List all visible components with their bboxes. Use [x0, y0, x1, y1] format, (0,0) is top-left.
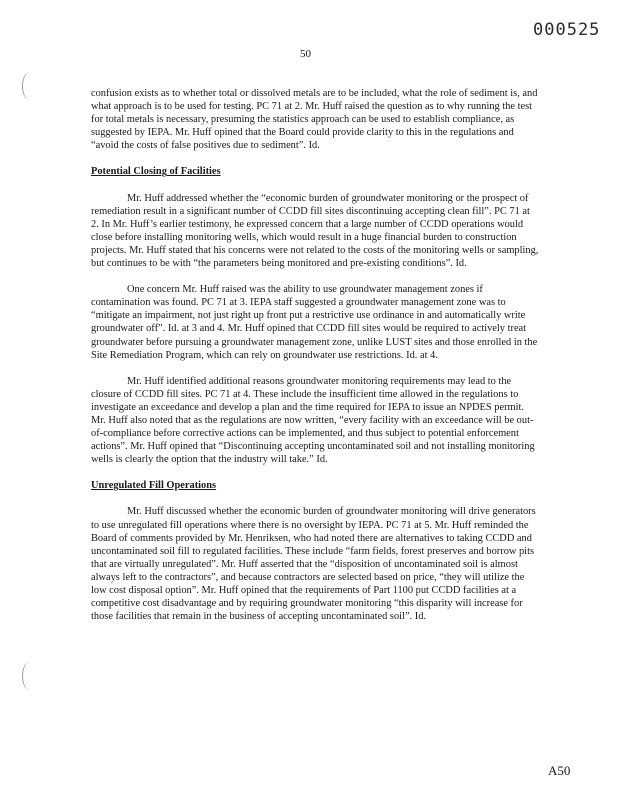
document-body	[91, 87, 539, 636]
paragraph-economic-burden: Mr. Huff addressed whether the “economic burden of groundwater monitoring or the prospect of remediation result in a significant number of CCDD fill sites discontinuing accepting clean fill”. PC 71 at 2. In Mr. Huff’s earlier testimony, he expressed concern that a large number of CCDD operations would close before installing monitoring wells, which would result in a huge financial burden to construction projects. Mr. Huff stated that his concerns were not related to the costs of the monitoring wells or sampling, but continues to be with “the parameters being monitored and pre-existing conditions”. Id.	[91, 192, 539, 270]
punch-hole-bottom	[22, 662, 37, 690]
page-number: 50	[300, 48, 311, 60]
section-heading-potential-closing: Potential Closing of Facilities	[91, 166, 221, 178]
bates-stamp: 000525	[533, 20, 601, 40]
paragraph-additional-reasons: Mr. Huff identified additional reasons groundwater monitoring requirements may lead to the closure of CCDD fill sites. PC 71 at 4. These include the insufficient time allowed in the regulations to investigate an exceedance and develop a plan and the time required for IEPA to issue an NPDES permit. Mr. Huff also noted that as the regulations are now written, “every facility with an exceedance will be out-of-compliance before corrective actions can be implemented, and thus subject to potential enforcement actions”. Mr. Huff opined that “Discontinuing accepting uncontaminated soil and not installing monitoring wells is clearly the option that the industry will take.” Id.	[91, 375, 535, 466]
paragraph-groundwater-zones: One concern Mr. Huff raised was the ability to use groundwater management zones if contamination was found. PC 71 at 3. IEPA staff suggested a groundwater management zone was to “mitigate an impairment, not just right up front put a restrictive use ordinance in and automatically write groundwater off”. Id. at 3 and 4. Mr. Huff opined that CCDD fill sites would be required to actively treat groundwater before pursuing a groundwater management zone, unlike LUST sites and those enrolled in the Site Remediation Program, which can rely on groundwater use restrictions. Id. at 4.	[91, 284, 538, 361]
paragraph-continued: confusion exists as to whether total or dissolved metals are to be included, what the role of sediment is, and what approach is to be used for testing. PC 71 at 2. Mr. Huff raised the question as to why running the test for total metals is necessary, presuming the statistics approach can be used to establish compliance, as suggested by IEPA. Mr. Huff opined that the Board could provide clarity to this in the regulations and “avoid the costs of false positives due to sediment”. Id.	[91, 88, 538, 152]
punch-hole-top	[22, 72, 37, 100]
footer-page-label: A50	[548, 763, 571, 778]
section-heading-unregulated-fill: Unregulated Fill Operations	[91, 480, 217, 492]
paragraph-unregulated-fill: Mr. Huff discussed whether the economic burden of groundwater monitoring will drive generators to use unregulated fill operations where there is no oversight by IEPA. PC 71 at 5. Mr. Huff reminded the Board of comments provided by Mr. Henriksen, who had noted there are alternatives to taking CCDD and uncontaminated soil fill to regulated facilities. These include “farm fields, forest preserves and borrow pits that are virtually unregulated”. Mr. Huff asserted that the “disposition of uncontaminated soil is almost always left to the contractors”, and because contractors are selected based on price, “they will utilize the low cost disposal option”. Mr. Huff opined that the requirements of Part 1100 put CCDD facilities at a competitive cost disadvantage and by requiring groundwater monitoring “this disparity will increase for those facilities that remain in the business of accepting uncontaminated soil”. Id.	[91, 506, 536, 623]
